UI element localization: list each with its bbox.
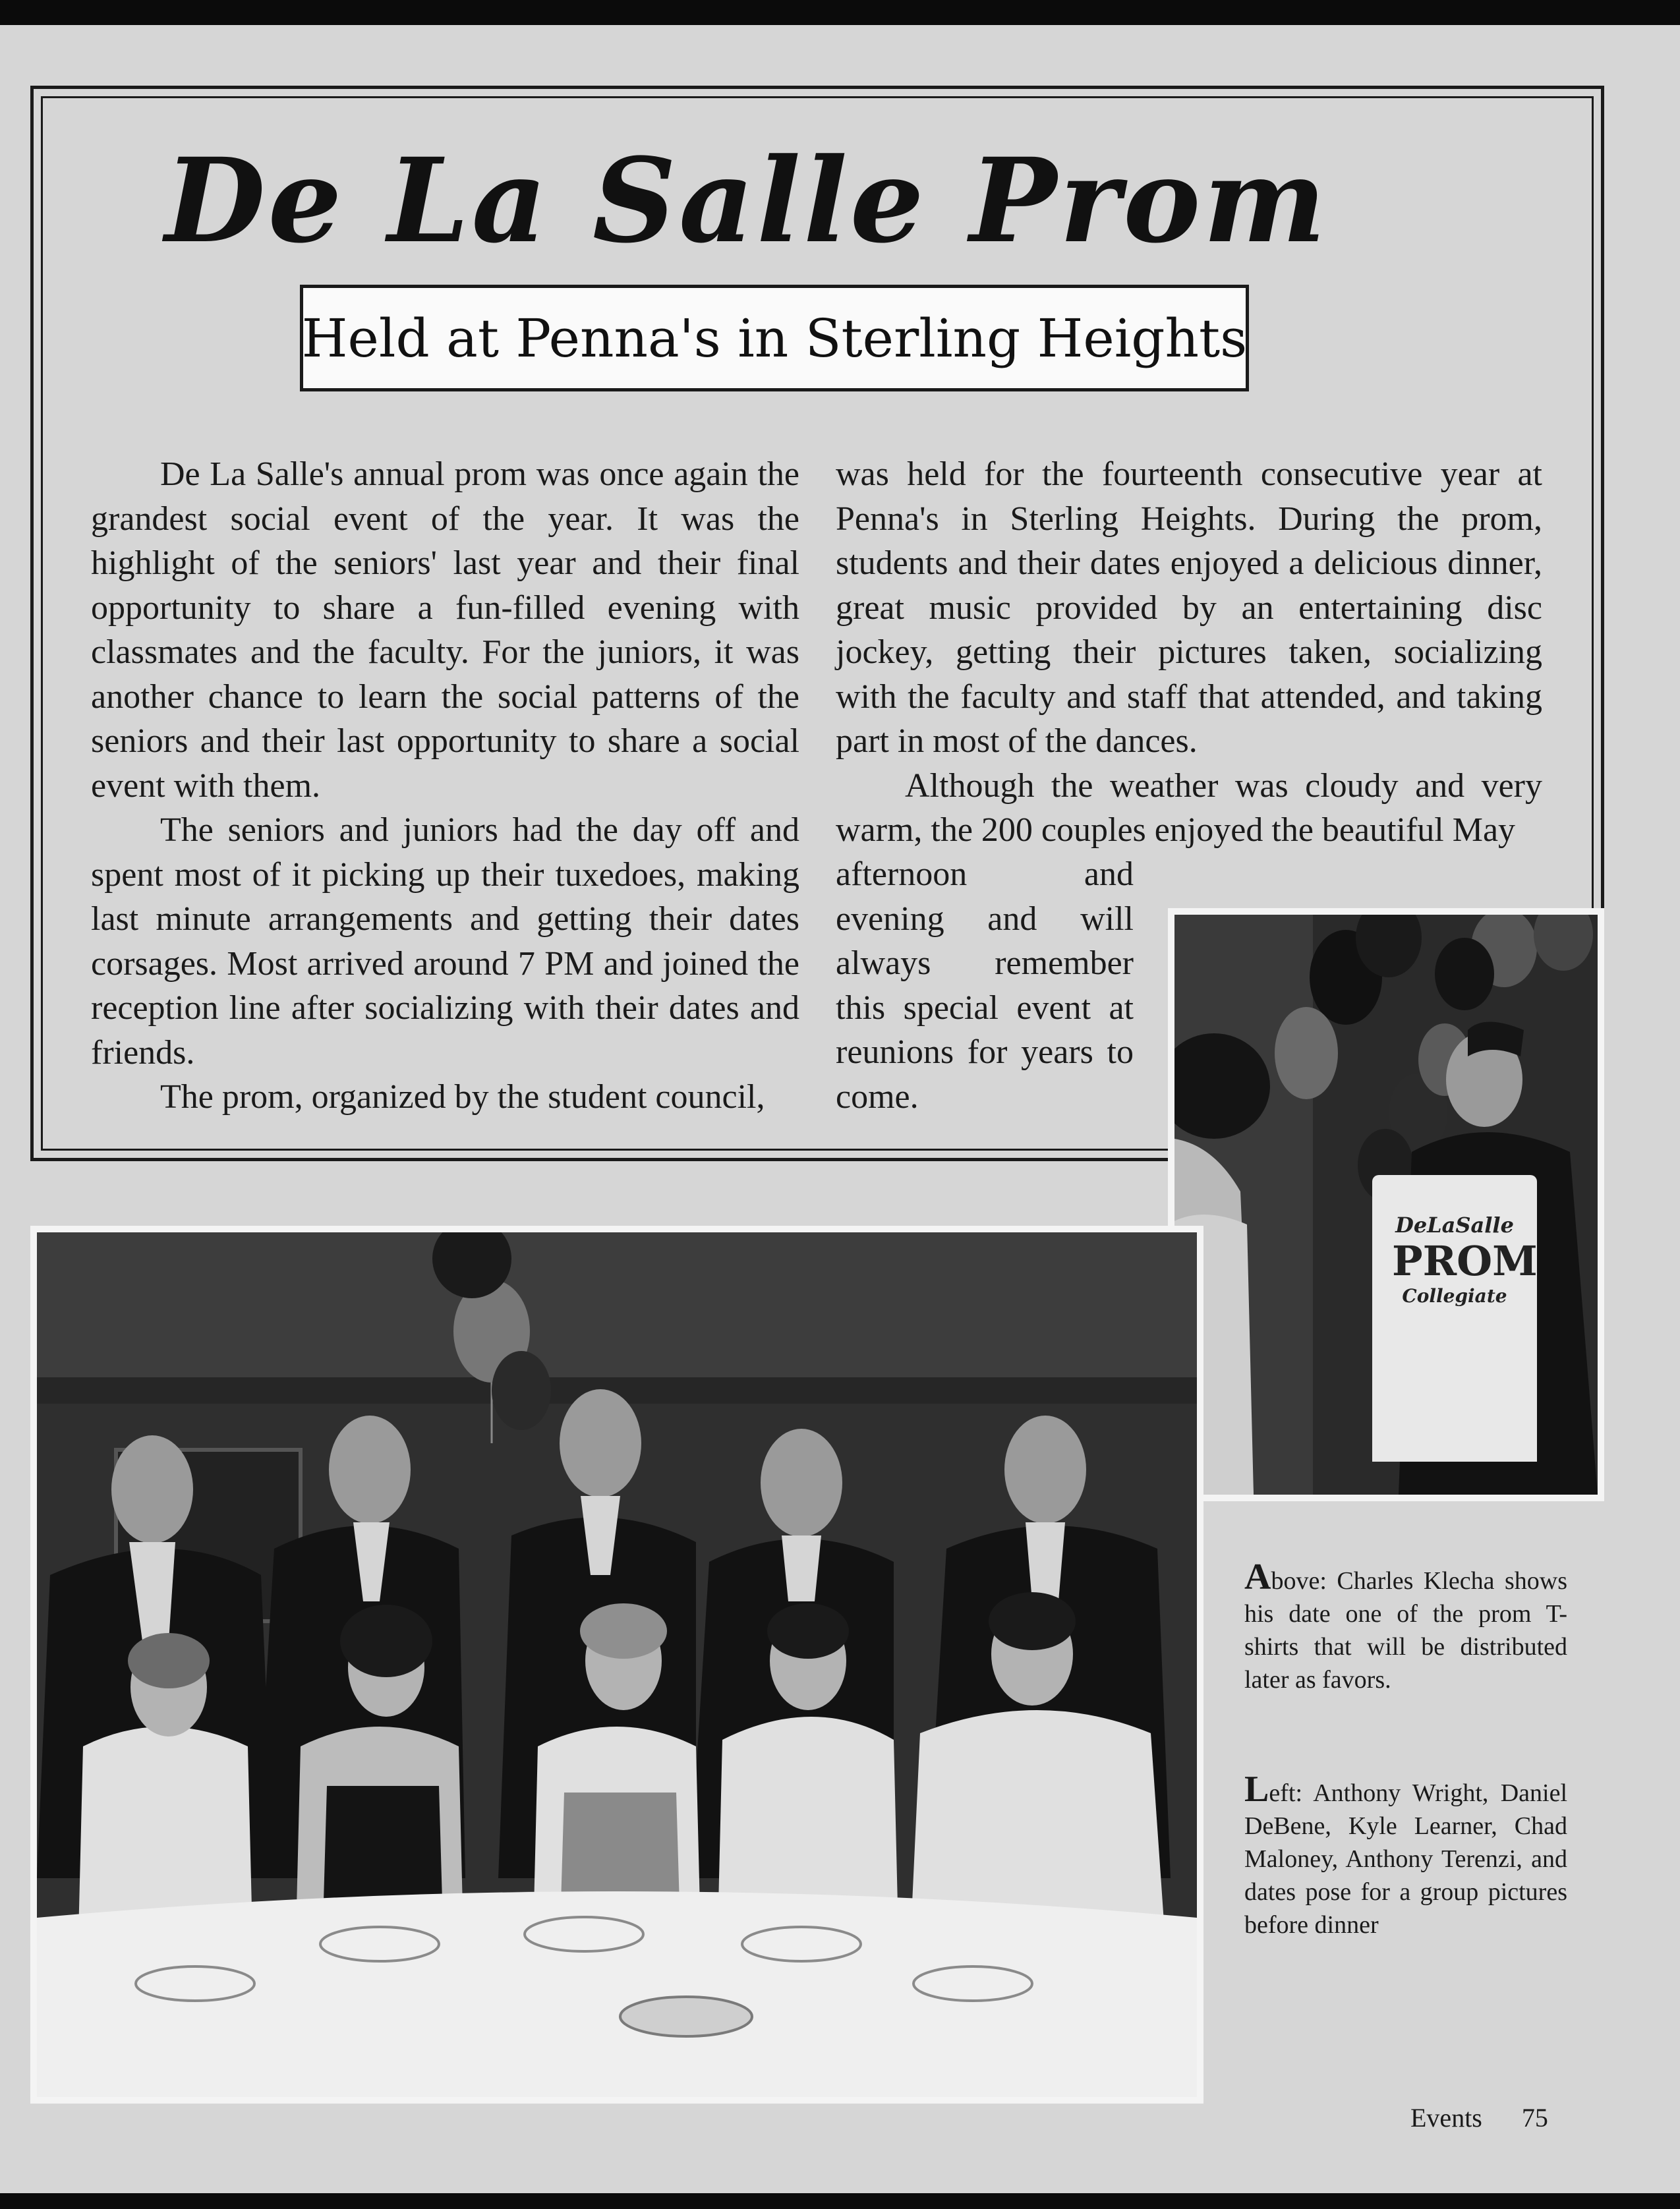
page-number: 75 (1521, 2103, 1548, 2133)
article-right-column (836, 452, 1542, 853)
paragraph: The seniors and juniors had the day off and spent most of it picking up their tuxedoes, making last minute arrangements and getting their dates corsages. Most arrived around 7 PM and joined the reception line after socializing with their dates and friends. (91, 811, 799, 1072)
caption-text: Charles Klecha shows his date one of the prom T-shirts that will be distributed later as favors. (1244, 1567, 1567, 1694)
tshirt-text-line: DeLaSalle (1395, 1213, 1514, 1238)
tshirt-text-line: PROM (1392, 1237, 1538, 1285)
group-photo (30, 1226, 1203, 2104)
caption-drop-letter: L (1244, 1769, 1269, 1810)
article-left-column (91, 452, 799, 1120)
subtitle-box (300, 285, 1249, 391)
caption-label: bove: (1271, 1567, 1327, 1595)
footer-section: Events (1410, 2103, 1482, 2133)
paragraph: De La Salle's annual prom was once again the grandest social event of the year. It was the highlight of the seniors' last year and their final opportunity to share a fun-filled evening with classmates and the faculty. For the juniors, it was another chance to learn the social patterns of the seniors and their last opportunity to share a social event with them. (91, 455, 799, 805)
page-footer (1410, 2102, 1548, 2133)
paragraph: afternoon and evening and will always remember this special event at reunions for years to come. (836, 855, 1134, 1116)
caption-left (1244, 1769, 1568, 1941)
caption-text: Anthony Wright, Daniel DeBene, Kyle Learner, Chad Maloney, Anthony Terenzi, and dates pose for a group pictures before dinner (1244, 1779, 1568, 1939)
tshirt-photo (1168, 908, 1604, 1501)
page-subtitle: Held at Penna's in Sterling Heights (301, 307, 1248, 369)
page-title: De La Salle Prom (165, 132, 1329, 269)
caption-label: eft: (1269, 1779, 1302, 1807)
top-scan-band (0, 0, 1680, 25)
caption-paragraph (1244, 1557, 1567, 1696)
article-right-column-wrap (836, 852, 1134, 1119)
caption-drop-letter: A (1244, 1557, 1271, 1597)
paragraph: Although the weather was cloudy and very warm, the 200 couples enjoyed the beautiful May (836, 766, 1542, 849)
caption-paragraph (1244, 1769, 1568, 1941)
tshirt-text-line: Collegiate (1402, 1285, 1507, 1307)
group-photo-scene (37, 1232, 1197, 2097)
tshirt (1372, 1175, 1537, 1462)
paragraph: The prom, organized by the student council, (160, 1078, 765, 1116)
bottom-scan-band (0, 2193, 1680, 2209)
paragraph: was held for the fourteenth consecutive year at Penna's in Sterling Heights. During the prom, students and their dates enjoyed a delicious dinner, great music provided by an entertaining disc jockey, getting their pictures taken, socializing with the faculty and staff that attended, and taking part in most of the dances. (836, 455, 1542, 760)
caption-above (1244, 1557, 1567, 1696)
